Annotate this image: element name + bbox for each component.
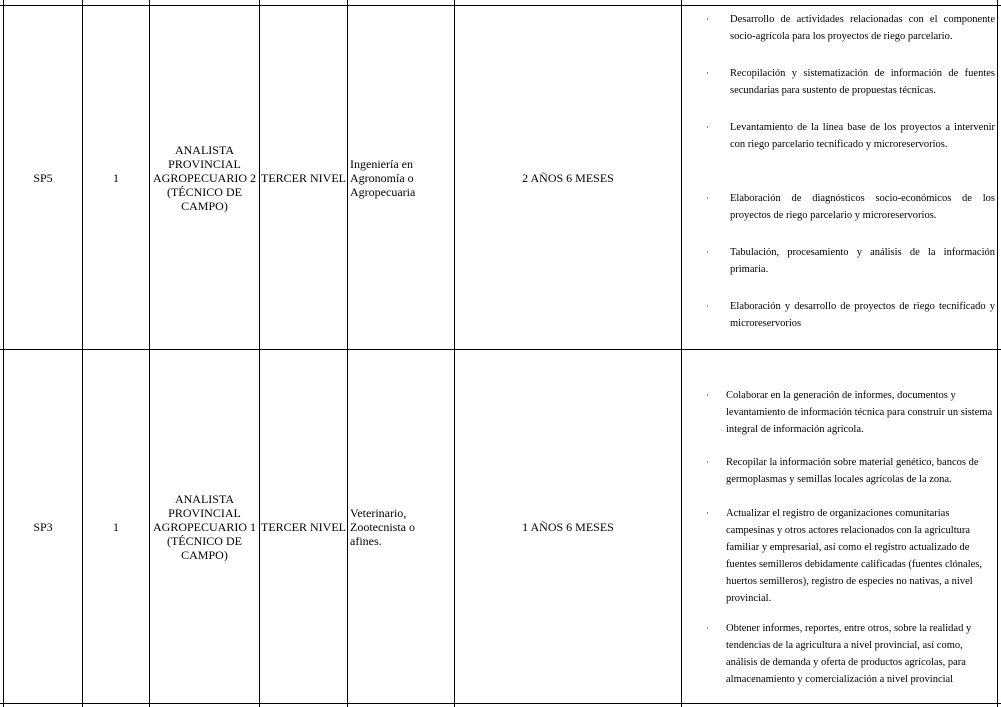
degree-cell bbox=[348, 6, 454, 349]
bullet-icon: · bbox=[706, 14, 709, 24]
position-line: CAMPO) bbox=[181, 198, 228, 213]
bullet-icon: · bbox=[706, 247, 709, 257]
bullet-icon: · bbox=[706, 68, 709, 78]
list-item: · Tabulación, procesamiento y análisis de la información primaria. bbox=[683, 244, 995, 278]
list-item: · Obtener informes, reportes, entre otros, sobre la realidad y tendencias de la agricultura a nivel provincial, así como, análisis de demanda y oferta de productos agrícolas, para almacenamiento y comercialización a nivel provincial bbox=[683, 620, 995, 688]
position-cell bbox=[150, 6, 259, 349]
row-border bbox=[0, 703, 1001, 704]
position-line: AGROPECUARIO 2 bbox=[152, 170, 256, 185]
col-border bbox=[681, 0, 682, 707]
degree-line: afines. bbox=[350, 533, 382, 548]
list-item: · Actualizar el registro de organizaciones comunitarias campesinas y otros actores relacionados con la agricultura familiar y empresarial, así como el registro actualizado de fuentes semilleros debidamente calificadas (fuentes clónales, huertos semilleros), registro de especies no nativas, a nivel provincial. bbox=[683, 505, 995, 607]
list-item: · Elaboración y desarrollo de proyectos de riego tecnificado y microreservorios bbox=[683, 298, 995, 332]
col-border bbox=[997, 0, 998, 707]
position-cell bbox=[150, 350, 259, 703]
degree-line: Agropecuaria bbox=[350, 184, 416, 199]
level-cell: TERCER NIVEL bbox=[261, 170, 346, 185]
experience-cell: 2 AÑOS 6 MESES bbox=[522, 170, 614, 185]
degree-line: Ingeniería en bbox=[350, 156, 413, 171]
degree-line: Agronomía o bbox=[350, 170, 414, 185]
position-line: PROVINCIAL bbox=[168, 505, 241, 520]
list-item: · Colaborar en la generación de informes, documentos y levantamiento de información técnica para construir un sistema integral de información agrícola. bbox=[683, 387, 995, 438]
code-cell: SP3 bbox=[33, 519, 53, 534]
degree-line: Veterinario, bbox=[350, 505, 407, 520]
experience-cell: 1 AÑOS 6 MESES bbox=[522, 519, 614, 534]
bullet-icon: · bbox=[706, 508, 709, 518]
position-line: (TÉCNICO DE bbox=[166, 184, 242, 199]
code-cell: SP5 bbox=[33, 170, 53, 185]
list-item: · Desarrollo de actividades relacionadas con el componente socio-agrícola para los proyectos de riego parcelario. bbox=[683, 11, 995, 45]
bullet-icon: · bbox=[706, 457, 709, 467]
degree-line: Zootecnista o bbox=[350, 519, 415, 534]
bullet-icon: · bbox=[706, 193, 709, 203]
position-line: ANALISTA bbox=[174, 142, 235, 157]
bullet-icon: · bbox=[706, 623, 709, 633]
count-cell: 1 bbox=[113, 519, 119, 534]
level-cell: TERCER NIVEL bbox=[261, 519, 346, 534]
count-cell: 1 bbox=[113, 170, 119, 185]
list-item: · Levantamiento de la línea base de los proyectos a intervenir con riego parcelario tecnificado y microreservorios. bbox=[683, 119, 995, 153]
list-item: · Recopilar la información sobre material genético, bancos de germoplasmas y semillas locales agrícolas de la zona. bbox=[683, 454, 995, 488]
degree-cell bbox=[348, 350, 454, 703]
position-line: ANALISTA bbox=[174, 491, 235, 506]
position-line: CAMPO) bbox=[181, 547, 228, 562]
bullet-icon: · bbox=[706, 122, 709, 132]
list-item: · Elaboración de diagnósticos socio-económicos de los proyectos de riego parcelario y microreservorios. bbox=[683, 190, 995, 224]
list-item: · Recopilación y sistematización de información de fuentes secundarias para sustento de propuestas técnicas. bbox=[683, 65, 995, 99]
position-line: (TÉCNICO DE bbox=[166, 533, 242, 548]
bullet-icon: · bbox=[706, 301, 709, 311]
bullet-icon: · bbox=[706, 390, 709, 400]
position-line: PROVINCIAL bbox=[168, 156, 241, 171]
position-line: AGROPECUARIO 1 bbox=[152, 519, 256, 534]
